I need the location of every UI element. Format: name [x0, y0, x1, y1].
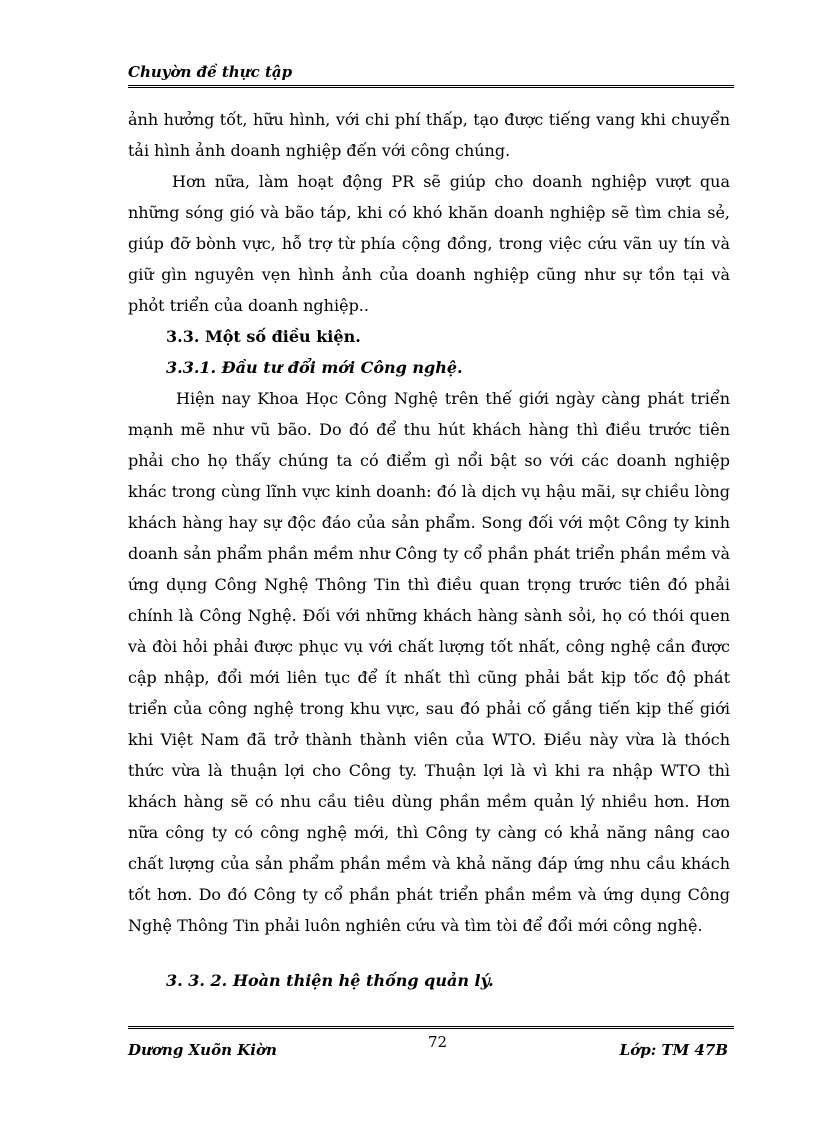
heading-3-3-2: 3. 3. 2. Hoàn thiện hệ thống quản lý.: [166, 971, 494, 990]
footer-rule: [128, 1026, 734, 1029]
page-header: [128, 60, 734, 84]
heading-3-3-1: 3.3.1. Đầu tư đổi mới Công nghệ.: [166, 358, 463, 377]
header-rule: [128, 85, 734, 88]
page-content: [128, 104, 730, 996]
page-number: 72: [428, 1033, 448, 1051]
heading-3-3: 3.3. Một số điều kiện.: [166, 327, 361, 346]
page-footer: [128, 1026, 734, 1065]
paragraph-1: ảnh hưởng tốt, hữu hình, với chi phí thấp, tạo được tiếng vang khi chuyển tải hình ảnh doanh nghiệp đến với công chúng.: [128, 110, 730, 160]
paragraph-2: Hơn nữa, làm hoạt động PR sẽ giúp cho doanh nghiệp vượt qua những sóng gió và bão táp, khi có khó khăn doanh nghiệp sẽ tìm chia sẻ, giúp đỡ bònh vực, hỗ trợ từ phía cộng đồng, trong việc cứu vãn uy tín và giữ gìn nguyên vẹn hình ảnh của doanh nghiệp cũng như sự tồn tại và phỏt triển của doanh nghiệp..: [128, 172, 730, 315]
footer-class: Lớp: TM 47B: [619, 1041, 728, 1059]
header-title: Chuyờn đề thực tập: [128, 63, 293, 81]
paragraph-3: Hiện nay Khoa Học Công Nghệ trên thế giới ngày càng phát triển mạnh mẽ như vũ bão. Do đó để thu hút khách hàng thì điều trước tiên phải cho họ thấy chúng ta có điểm gì nổi bật so với các doanh nghiệp khác trong cùng lĩnh vực kinh doanh: đó là dịch vụ hậu mãi, sự chiều lòng khách hàng hay sự độc đáo của sản phẩm. Song đối với một Công ty kinh doanh sản phẩm phần mềm như Công ty cổ phần phát triển phần mềm và ứng dụng Công Nghệ Thông Tin thì điều quan trọng trước tiên đó phải chính là Công Nghệ. Đối với những khách hàng sành sỏi, họ có thói quen và đòi hỏi phải được phục vụ với chất lượng tốt nhất, công nghệ cần được cập nhập, đổi mới liên tục để ít nhất thì cũng phải bắt kịp tốc độ phát triển của công nghệ trong khu vực, sau đó phải cố gắng tiến kịp thế giới khi Việt Nam đã trở thành thành viên của WTO. Điều này vừa là thóch thức vừa là thuận lợi cho Công ty. Thuận lợi là vì khi ra nhập WTO thì khách hàng sẽ có nhu cầu tiêu dùng phần mềm quản lý nhiều hơn. Hơn nữa công ty có công nghệ mới, thì Công ty càng có khả năng nâng cao chất lượng của sản phẩm phần mềm và khả năng đáp ứng nhu cầu khách tốt hơn. Do đó Công ty cổ phần phát triển phần mềm và ứng dụng Công Nghệ Thông Tin phải luôn nghiên cứu và tìm tòi để đổi mới công nghệ.: [128, 389, 730, 935]
footer-row: [128, 1033, 734, 1065]
footer-author: Dương Xuõn Kiờn: [128, 1041, 277, 1059]
